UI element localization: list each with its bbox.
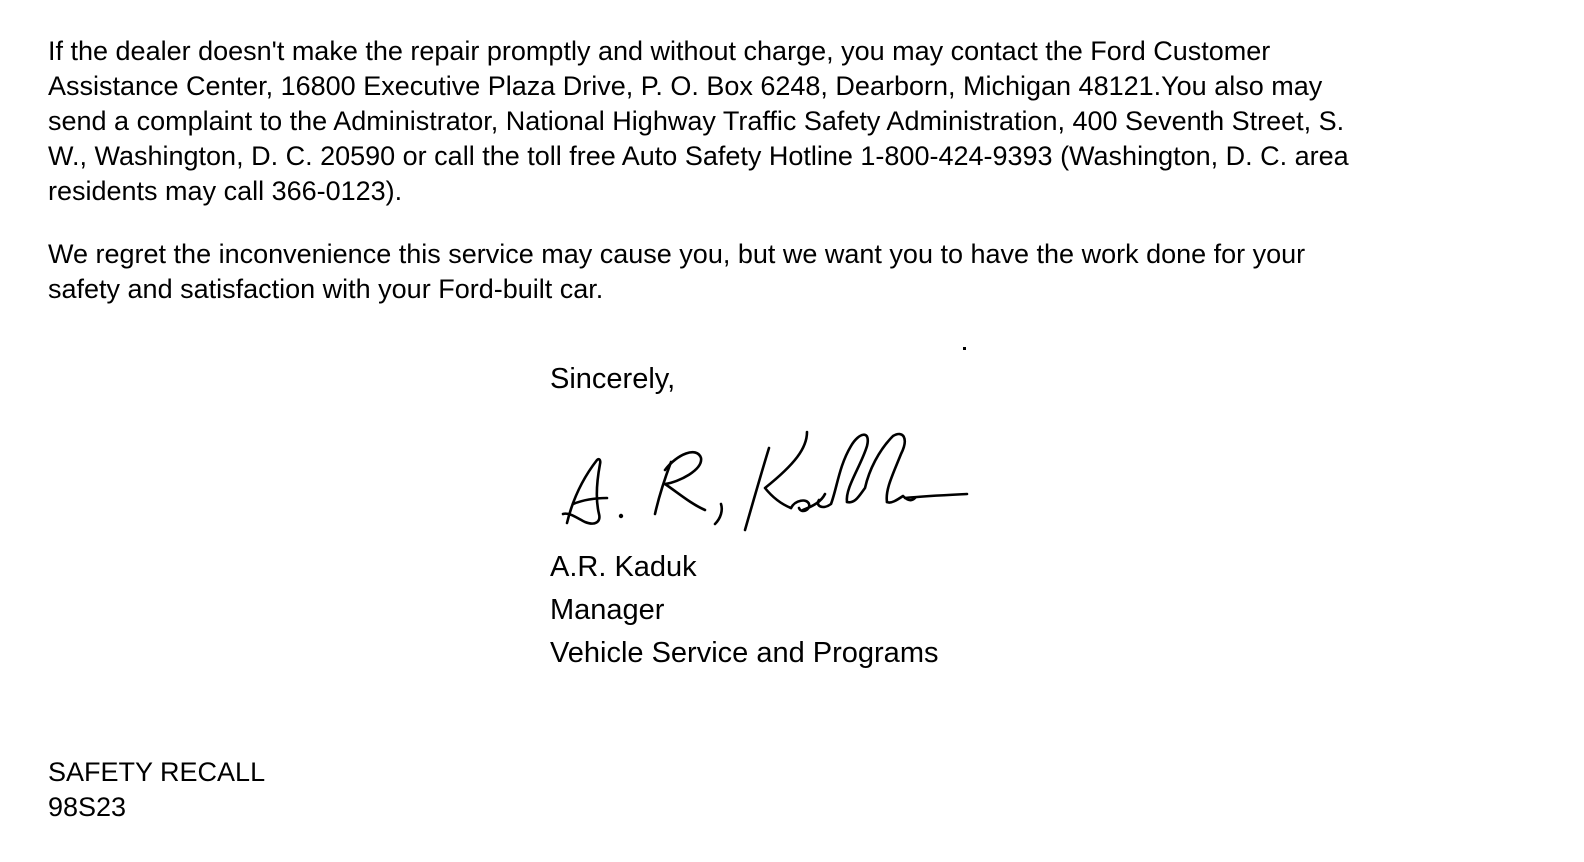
signer-title: Manager [550,594,665,626]
paragraph-line: If the dealer doesn't make the repair promptly and without charge, you may contact the Ford Customer [48,36,1271,66]
recall-label: SAFETY RECALL [48,757,266,787]
recall-code: 98S23 [48,792,127,822]
paragraph-line: We regret the inconvenience this service may cause you, but we want you to have the work done for your [48,239,1306,269]
paragraph-line: W., Washington, D. C. 20590 or call the toll free Auto Safety Hotline 1-800-424-9393 (Washington, D. C. area [48,141,1349,171]
paragraph-line: safety and satisfaction with your Ford-built car. [48,274,604,304]
paragraph-dealer-repair [48,34,1349,209]
recall-reference [48,755,265,825]
paragraph-line: residents may call 366-0123). [48,176,403,206]
paragraph-line: Assistance Center, 16800 Executive Plaza Drive, P. O. Box 6248, Dearborn, Michigan 48121.You also may [48,71,1323,101]
signer-department: Vehicle Service and Programs [550,637,939,669]
paragraph-regret [48,237,1305,307]
signer-name: A.R. Kaduk [550,551,697,583]
handwritten-signature [555,418,975,536]
closing-salutation: Sincerely, [550,363,676,395]
scan-speck [963,347,966,350]
paragraph-line: send a complaint to the Administrator, National Highway Traffic Safety Administration, 400 Seventh Street, S. [48,106,1345,136]
